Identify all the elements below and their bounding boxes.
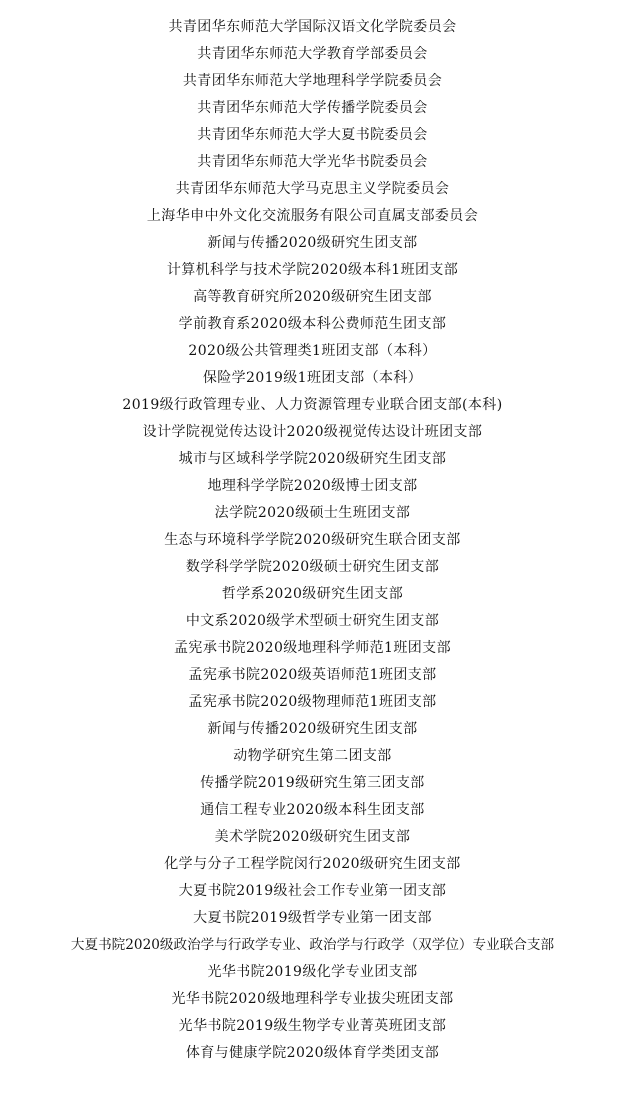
list-item: 共青团华东师范大学国际汉语文化学院委员会: [168, 19, 457, 35]
list-item: 地理科学学院2020级博士团支部: [207, 478, 418, 494]
list-item: 计算机科学与技术学院2020级本科1班团支部: [166, 262, 459, 278]
list-item: 共青团华东师范大学马克思主义学院委员会: [175, 181, 450, 197]
list-item: 孟宪承书院2020级地理科学师范1班团支部: [174, 640, 451, 656]
list-item: 上海华申中外文化交流服务有限公司直属支部委员会: [146, 208, 479, 224]
list-item: 法学院2020级硕士生班团支部: [214, 505, 411, 521]
list-item: 共青团华东师范大学大夏书院委员会: [197, 127, 428, 143]
list-item: 新闻与传播2020级研究生团支部: [207, 721, 418, 737]
list-item: 大夏书院2019级社会工作专业第一团支部: [178, 883, 447, 899]
list-item: 高等教育研究所2020级研究生团支部: [193, 289, 432, 305]
list-item: 共青团华东师范大学传播学院委员会: [197, 100, 428, 116]
list-item: 哲学系2020级研究生团支部: [221, 586, 404, 602]
list-item: 共青团华东师范大学地理科学学院委员会: [182, 73, 443, 89]
list-item: 保险学2019级1班团支部（本科）: [202, 370, 423, 386]
list-item: 中文系2020级学术型硕士研究生团支部: [185, 613, 440, 629]
list-item: 体育与健康学院2020级体育学类团支部: [185, 1045, 440, 1061]
list-item: 孟宪承书院2020级英语师范1班团支部: [188, 667, 437, 683]
list-item: 光华书院2020级地理科学专业拔尖班团支部: [171, 991, 454, 1007]
list-item: 光华书院2019级化学专业团支部: [207, 964, 418, 980]
list-item: 大夏书院2020级政治学与行政学专业、政治学与行政学（双学位）专业联合支部: [70, 937, 555, 953]
list-item: 城市与区域科学学院2020级研究生团支部: [178, 451, 447, 467]
list-item: 传播学院2019级研究生第三团支部: [200, 775, 425, 791]
list-item: 化学与分子工程学院闵行2020级研究生团支部: [164, 856, 461, 872]
list-item: 生态与环境科学学院2020级研究生联合团支部: [164, 532, 461, 548]
list-item: 2019级行政管理专业、人力资源管理专业联合团支部(本科): [122, 397, 503, 413]
list-item: 通信工程专业2020级本科生团支部: [200, 802, 425, 818]
list-item: 2020级公共管理类1班团支部（本科）: [188, 343, 437, 359]
list-item: 新闻与传播2020级研究生团支部: [207, 235, 418, 251]
list-item: 光华书院2019级生物学专业菁英班团支部: [178, 1018, 447, 1034]
list-item: 数学科学学院2020级硕士研究生团支部: [185, 559, 440, 575]
list-item: 美术学院2020级研究生团支部: [214, 829, 411, 845]
list-item: 共青团华东师范大学光华书院委员会: [197, 154, 428, 170]
list-item: 动物学研究生第二团支部: [233, 748, 392, 764]
list-item: 学前教育系2020级本科公费师范生团支部: [178, 316, 447, 332]
list-item: 设计学院视觉传达设计2020级视觉传达设计班团支部: [142, 424, 483, 440]
list-item: 共青团华东师范大学教育学部委员会: [197, 46, 428, 62]
organization-list: [0, 14, 625, 1067]
list-item: 孟宪承书院2020级物理师范1班团支部: [188, 694, 437, 710]
list-item: 大夏书院2019级哲学专业第一团支部: [193, 910, 432, 926]
